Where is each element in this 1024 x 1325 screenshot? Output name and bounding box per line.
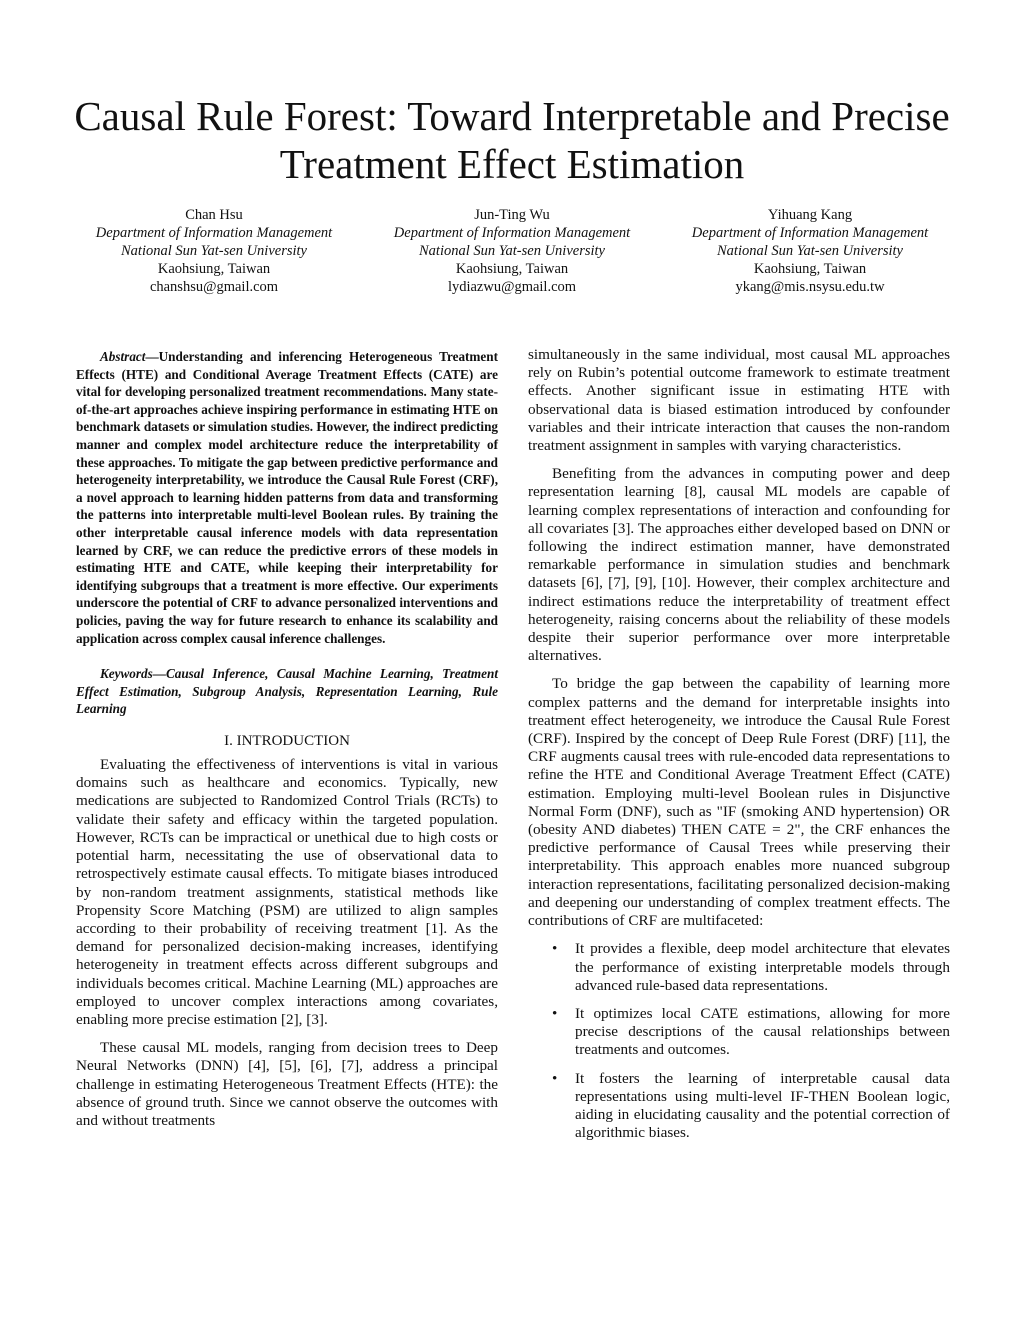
author-email: ykang@mis.nsysu.edu.tw — [735, 279, 885, 295]
author-university: National Sun Yat-sen University — [717, 243, 903, 259]
author-name: Chan Hsu — [185, 207, 243, 223]
author-2 — [362, 206, 662, 296]
list-item-text: It fosters the learning of interpretable causal data representations using multi-level IF-THEN Boolean logic, aiding in elucidating causality and the potential correction of algorithmic biases. — [575, 1069, 950, 1142]
abstract-text: Understanding and inferencing Heterogeneous Treatment Effects (HTE) and Conditional Average Treatment Effects (CATE) are vital for developing personalized treatment recommendations. Many state-of-the-art approaches achieve inspiring performance in estimating HTE on benchmark datasets or simulation studies. However, the indirect predicting manner and complex model architecture reduce the interpretability of these approaches. To mitigate the gap between predictive performance and heterogeneity interpretability, we introduce the Causal Rule Forest (CRF), a novel approach to learning hidden patterns from data and transforming the patterns into interpretable multi-level Boolean rules. By training the other interpretable causal inference models with data representation learned by CRF, we can reduce the predictive errors of these models in estimating HTE and CATE, while keeping their interpretability for identifying subgroups that a treatment is more effective. Our experiments underscore the potential of CRF to advance personalized interventions and policies, paving the way for future research to enhance its scalability and application across complex causal inference challenges. — [76, 349, 498, 646]
bullet-icon: • — [552, 940, 558, 958]
body-paragraph: Evaluating the effectiveness of interventions is vital in various domains such as healthcare and economics. Typically, new medications are subjected to Randomized Control Trials (RCTs) to validate their safety and efficacy within the targeted population. However, RCTs can be impractical or unethical due to high costs or potential harm, necessitating the use of observational data to retrospectively estimate causal effects. To mitigate biases introduced by non-random treatment assignments, statistical methods like Propensity Score Matching (PSM) are utilized to align samples according to their probability of receiving treatment [1]. As the demand for personalized decision-making increases, identifying heterogeneity in treatment effects across different subgroups and individuals becomes critical. Machine Learning (ML) approaches are employed to uncover complex interactions among covariates, enabling more precise estimation [2], [3]. — [76, 756, 498, 1028]
keywords: Keywords—Causal Inference, Causal Machine Learning, Treatment Effect Estimation, Subgroup Analysis, Representation Learning, Rule Learning — [76, 666, 498, 717]
paper-title: Causal Rule Forest: Toward Interpretable and Precise Treatment Effect Estimation — [74, 93, 950, 187]
list-item — [528, 940, 950, 995]
left-column — [76, 346, 498, 1130]
section-initial: I — [236, 732, 242, 749]
body-paragraph: These causal ML models, ranging from decision trees to Deep Neural Networks (DNN) [4], [5], [6], [7], address a principal challenge in estimating Heterogeneous Treatment Effects (HTE): the absence of ground truth. Since we cannot observe the outcomes with and without treatments — [76, 1039, 498, 1129]
list-item — [528, 1070, 950, 1143]
author-3 — [660, 206, 960, 296]
author-1 — [64, 206, 364, 296]
section-number: I. — [224, 732, 233, 749]
abstract-label: Abstract — [100, 349, 146, 364]
author-name: Jun-Ting Wu — [474, 207, 550, 223]
section-heading — [76, 732, 498, 750]
keywords-text: Causal Inference, Causal Machine Learning, Treatment Effect Estimation, Subgroup Analysis, Representation Learning, Rule Learning — [76, 666, 498, 717]
author-block — [60, 206, 964, 306]
author-department: Department of Information Management — [95, 225, 333, 241]
section-title: NTRODUCTION — [241, 732, 350, 749]
list-item — [528, 1005, 950, 1060]
abstract: Abstract—Understanding and inferencing Heterogeneous Treatment Effects (HTE) and Conditional Average Treatment Effects (CATE) are vital for developing personalized treatment recommendations. Many state-of-the-art approaches achieve inspiring performance in estimating HTE on benchmark datasets or simulation studies. However, the indirect predicting manner and complex model architecture reduce the interpretability of these approaches. To mitigate the gap between predictive performance and heterogeneity interpretability, we introduce the Causal Rule Forest (CRF), a novel approach to learning hidden patterns from data and transforming the patterns into interpretable multi-level Boolean rules. By training the other interpretable causal inference models with data representation learned by CRF, we can reduce the predictive errors of these models in estimating HTE and CATE, while keeping their interpretability for identifying subgroups that a treatment is more effective. Our experiments underscore the potential of CRF to advance personalized interventions and policies, paving the way for future research to enhance its scalability and application across complex causal inference challenges. — [76, 349, 498, 646]
right-column — [528, 346, 950, 1152]
author-email: lydiazwu@gmail.com — [447, 279, 577, 295]
bullet-icon: • — [552, 1069, 558, 1087]
list-item-text: It optimizes local CATE estimations, allowing for more precise descriptions of the causal relationships between treatments and outcomes. — [575, 1004, 950, 1059]
author-university: National Sun Yat-sen University — [419, 243, 605, 259]
author-email: chanshsu@gmail.com — [149, 279, 279, 295]
author-location: Kaohsiung, Taiwan — [753, 261, 867, 277]
body-paragraph: Benefiting from the advances in computing power and deep representation learning [8], causal ML models are capable of learning complex representations of interaction and confounding for all covariates [3]. The approaches either developed based on DNN or following the indirect estimation manner, have demonstrated remarkable performance in simulation studies and benchmark datasets [6], [7], [9], [10]. However, their complex architecture and indirect estimations reduce the interpretability of treatment effect heterogeneity, raising concerns about the reliability of these models despite their superior performance over more interpretable alternatives. — [528, 465, 950, 665]
keywords-label: Keywords — [100, 666, 153, 682]
author-location: Kaohsiung, Taiwan — [455, 261, 569, 277]
author-location: Kaohsiung, Taiwan — [157, 261, 271, 277]
author-department: Department of Information Management — [691, 225, 929, 241]
contribution-list — [528, 940, 950, 1142]
author-department: Department of Information Management — [393, 225, 631, 241]
list-item-text: It provides a flexible, deep model architecture that elevates the performance of existing interpretable models through advanced rule-based data representations. — [575, 940, 950, 994]
author-university: National Sun Yat-sen University — [121, 243, 307, 259]
body-paragraph: simultaneously in the same individual, most causal ML approaches rely on Rubin’s potential outcome framework to estimate treatment effects. Another significant issue in estimating HTE with observational data is biased estimation introduced by confounder variables and their intricate interaction that causes the non-random treatment assignment in samples with varying characteristics. — [528, 346, 950, 455]
author-name: Yihuang Kang — [767, 207, 853, 223]
bullet-icon: • — [552, 1004, 558, 1022]
body-paragraph: To bridge the gap between the capability of learning more complex patterns and the demand for interpretable insights into treatment effect heterogeneity, we introduce the Causal Rule Forest (CRF). Inspired by the concept of Deep Rule Forest (DRF) [11], the CRF augments causal trees with rule-encoded data representations to refine the HTE and Conditional Average Treatment Effect (CATE) estimation. Employing multi-level Boolean rules in Disjunctive Normal Form (DNF), such as "IF (smoking AND hypertension) OR (obesity AND diabetes) THEN CATE = 2", the CRF enhances the predictive performance of Causal Trees while preserving their interpretability. This approach enables more nuanced subgroup interaction representations, facilitating personalized decision-making and deepening our understanding of complex treatment effects. The contributions of CRF are multifaceted: — [528, 675, 950, 930]
